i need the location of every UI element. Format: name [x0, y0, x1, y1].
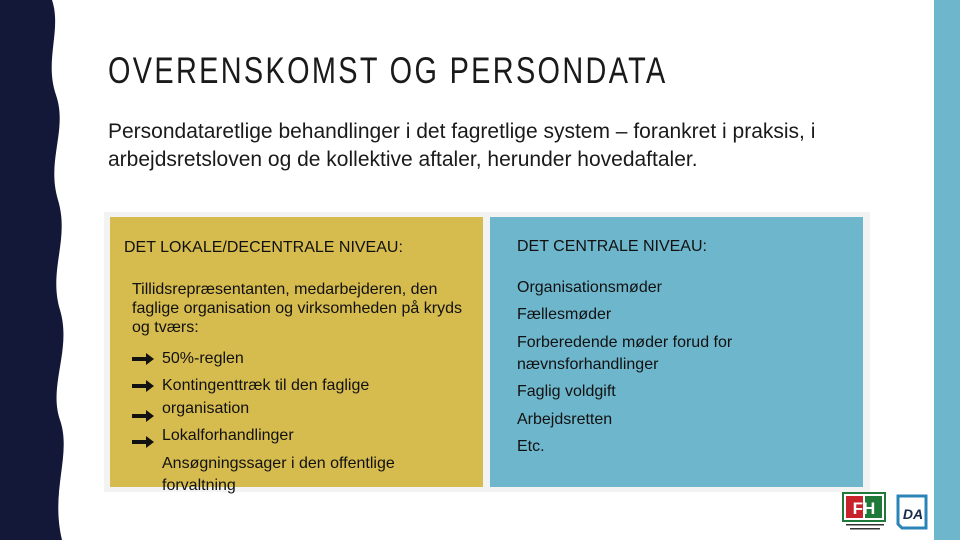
- bullet-item-continuation: forvaltning: [162, 477, 236, 494]
- da-logo: [896, 492, 928, 532]
- bullet-item: Lokalforhandlinger: [162, 427, 294, 444]
- list-item: Etc.: [517, 438, 545, 455]
- list-item-continuation: nævnsforhandlinger: [517, 356, 659, 373]
- right-decorative-band: [934, 0, 960, 540]
- da-logo-text: DA: [902, 506, 924, 522]
- list-item: Faglig voldgift: [517, 383, 616, 400]
- central-level-heading: DET CENTRALE NIVEAU:: [517, 238, 707, 255]
- arrow-right-icon: [132, 436, 154, 448]
- bullet-item-continuation: organisation: [162, 400, 250, 417]
- left-decorative-band: [0, 0, 80, 540]
- page-title: OVERENSKOMST OG PERSONDATA: [108, 50, 668, 91]
- bullet-item: Ansøgningssager i den offentlige: [162, 455, 395, 472]
- list-item: Forberedende møder forud for: [517, 334, 733, 351]
- list-item: Arbejdsretten: [517, 411, 613, 428]
- local-level-heading: DET LOKALE/DECENTRALE NIVEAU:: [124, 239, 403, 256]
- list-item: Organisationsmøder: [517, 279, 662, 296]
- arrow-right-icon: [132, 380, 154, 392]
- bullet-item: Kontingenttræk til den faglige: [162, 377, 370, 394]
- list-item: Fællesmøder: [517, 306, 612, 323]
- local-level-intro: Tillidsrepræsentanten, medarbejderen, den faglige organisation og virksomheden på kryds og tværs:: [132, 281, 462, 336]
- subtitle-text: Persondataretlige behandlinger i det fagretlige system – forankret i praksis, i arbejdsretsloven og de kollektive aftaler, herunder hovedaftaler.: [108, 120, 816, 171]
- fh-logo-text: FH: [852, 499, 876, 518]
- arrow-right-icon: [132, 410, 154, 422]
- fh-logo: [842, 492, 888, 532]
- bullet-item: 50%-reglen: [162, 350, 244, 367]
- arrow-right-icon: [132, 353, 154, 365]
